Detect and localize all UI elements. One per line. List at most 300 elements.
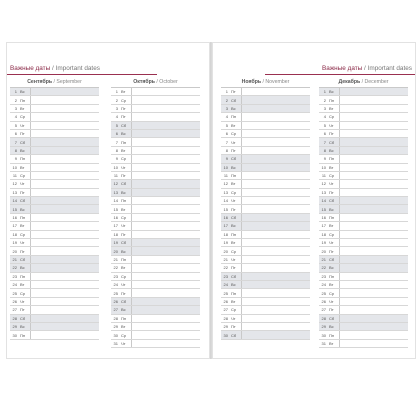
note-field[interactable] [31,331,99,338]
note-field[interactable] [242,88,310,95]
day-row[interactable] [319,264,408,272]
note-field[interactable] [340,189,408,196]
note-field[interactable] [132,105,200,112]
day-row[interactable] [221,172,310,180]
day-row[interactable] [319,155,408,163]
weekday-label: Вс [327,264,340,271]
day-row[interactable] [111,323,200,331]
weekday-label: Вс [229,222,242,229]
day-row[interactable] [10,205,99,213]
note-field[interactable] [31,214,99,221]
note-field[interactable] [242,96,310,103]
note-field[interactable] [132,222,200,229]
note-field[interactable] [31,105,99,112]
weekday-label: Чт [18,122,31,129]
day-row[interactable] [319,130,408,138]
day-row[interactable] [10,306,99,314]
day-number: 8 [323,147,326,153]
day-row[interactable] [319,289,408,297]
day-number: 22 [223,265,228,271]
note-field[interactable] [132,214,200,221]
weekday-label: Вс [327,323,340,330]
day-number: 2 [115,97,118,103]
note-field[interactable] [340,96,408,103]
day-row[interactable] [111,130,200,138]
day-row[interactable] [111,315,200,323]
note-field[interactable] [31,205,99,212]
day-row[interactable] [221,130,310,138]
day-number: 28 [12,315,17,321]
day-row[interactable] [319,315,408,323]
day-row[interactable] [221,239,310,247]
note-field[interactable] [340,197,408,204]
day-list [221,87,310,340]
note-field[interactable] [132,306,200,313]
weekday-label: Сб [229,273,242,280]
weekday-label: Пн [18,331,31,338]
page-title-main: Важные даты [322,65,363,72]
weekday-label: Вт [18,105,31,112]
note-field[interactable] [132,315,200,322]
day-row[interactable] [319,247,408,255]
day-row[interactable] [221,180,310,188]
day-row[interactable] [221,88,310,96]
day-number: 7 [225,139,228,145]
weekday-label: Ср [327,113,340,120]
day-row[interactable] [10,155,99,163]
day-row[interactable] [10,214,99,222]
note-field[interactable] [31,273,99,280]
note-field[interactable] [31,122,99,129]
note-field[interactable] [340,331,408,338]
day-row[interactable] [10,197,99,205]
day-row[interactable] [111,147,200,155]
note-field[interactable] [132,96,200,103]
day-row[interactable] [319,298,408,306]
day-row[interactable] [10,147,99,155]
note-field[interactable] [242,315,310,322]
note-field[interactable] [31,306,99,313]
note-field[interactable] [340,147,408,154]
day-row[interactable] [111,88,200,96]
day-row[interactable] [111,281,200,289]
note-field[interactable] [242,222,310,229]
day-row[interactable] [10,113,99,121]
day-row[interactable] [111,247,200,255]
day-row[interactable] [319,122,408,130]
note-field[interactable] [132,264,200,271]
day-row[interactable] [10,289,99,297]
note-field[interactable] [132,205,200,212]
day-row[interactable] [221,147,310,155]
day-row[interactable] [319,205,408,213]
day-row[interactable] [319,256,408,264]
day-row[interactable] [111,222,200,230]
note-field[interactable] [31,113,99,120]
day-row[interactable] [111,122,200,130]
weekday-label: Сб [327,138,340,145]
day-number: 30 [223,332,228,338]
day-row[interactable] [221,122,310,130]
day-row[interactable] [319,340,408,348]
note-field[interactable] [132,323,200,330]
note-field[interactable] [242,281,310,288]
note-field[interactable] [132,189,200,196]
day-row[interactable] [111,197,200,205]
day-row[interactable] [221,164,310,172]
day-row[interactable] [319,105,408,113]
note-field[interactable] [242,273,310,280]
note-field[interactable] [340,323,408,330]
day-row[interactable] [111,239,200,247]
day-row[interactable] [221,96,310,104]
day-row[interactable] [221,205,310,213]
note-field[interactable] [340,138,408,145]
note-field[interactable] [31,247,99,254]
day-row[interactable] [221,197,310,205]
note-field[interactable] [132,88,200,95]
note-field[interactable] [242,264,310,271]
day-row[interactable] [221,273,310,281]
note-field[interactable] [242,197,310,204]
note-field[interactable] [242,138,310,145]
day-row[interactable] [221,231,310,239]
day-number: 5 [14,122,17,128]
weekday-label: Пн [229,231,242,238]
day-number: 13 [12,189,17,195]
note-field[interactable] [31,180,99,187]
note-field[interactable] [31,256,99,263]
day-row[interactable] [10,130,99,138]
day-row[interactable] [10,88,99,96]
day-row[interactable] [111,164,200,172]
note-field[interactable] [31,239,99,246]
day-row[interactable] [10,298,99,306]
day-row[interactable] [319,113,408,121]
day-number: 23 [321,273,326,279]
day-number: 20 [12,248,17,254]
day-row[interactable] [111,205,200,213]
note-field[interactable] [31,189,99,196]
note-field[interactable] [340,273,408,280]
note-field[interactable] [31,138,99,145]
note-field[interactable] [340,164,408,171]
weekday-label: Пт [119,113,132,120]
day-row[interactable] [221,281,310,289]
day-row[interactable] [221,331,310,339]
day-row[interactable] [221,155,310,163]
note-field[interactable] [340,88,408,95]
note-field[interactable] [340,122,408,129]
note-field[interactable] [31,323,99,330]
day-row[interactable] [111,172,200,180]
note-field[interactable] [132,247,200,254]
day-row[interactable] [319,96,408,104]
note-field[interactable] [340,315,408,322]
note-field[interactable] [31,172,99,179]
day-row[interactable] [10,231,99,239]
day-row[interactable] [111,331,200,339]
day-row[interactable] [319,231,408,239]
day-row[interactable] [319,331,408,339]
note-field[interactable] [31,130,99,137]
day-number: 2 [14,97,17,103]
note-field[interactable] [242,130,310,137]
note-field[interactable] [31,298,99,305]
note-field[interactable] [242,231,310,238]
day-number: 26 [113,298,118,304]
note-field[interactable] [242,113,310,120]
day-row[interactable] [221,105,310,113]
month-name-en: / October [154,79,178,85]
note-field[interactable] [340,256,408,263]
day-row[interactable] [319,281,408,289]
day-row[interactable] [111,306,200,314]
note-field[interactable] [242,298,310,305]
day-row[interactable] [319,172,408,180]
note-field[interactable] [340,105,408,112]
note-field[interactable] [132,298,200,305]
day-row[interactable] [111,289,200,297]
day-row[interactable] [221,247,310,255]
note-field[interactable] [132,239,200,246]
day-number: 16 [12,215,17,221]
note-field[interactable] [132,256,200,263]
day-number: 20 [321,248,326,254]
weekday-label: Вт [119,264,132,271]
note-field[interactable] [242,256,310,263]
weekday-label: Чт [229,197,242,204]
day-row[interactable] [111,105,200,113]
note-field[interactable] [132,164,200,171]
note-field[interactable] [340,264,408,271]
note-field[interactable] [340,172,408,179]
weekday-label: Пт [18,189,31,196]
day-row[interactable] [10,172,99,180]
day-row[interactable] [10,239,99,247]
weekday-label: Вт [327,164,340,171]
day-row[interactable] [221,214,310,222]
note-field[interactable] [340,340,408,347]
day-row[interactable] [10,164,99,172]
day-row[interactable] [319,222,408,230]
day-row[interactable] [221,189,310,197]
day-row[interactable] [111,113,200,121]
weekday-label: Пт [229,147,242,154]
note-field[interactable] [340,289,408,296]
day-row[interactable] [111,231,200,239]
day-number: 3 [323,105,326,111]
day-row[interactable] [111,155,200,163]
note-field[interactable] [242,164,310,171]
day-number: 6 [14,131,17,137]
day-row[interactable] [319,323,408,331]
day-number: 7 [115,139,118,145]
note-field[interactable] [242,239,310,246]
day-row[interactable] [319,147,408,155]
day-row[interactable] [221,315,310,323]
note-field[interactable] [132,180,200,187]
note-field[interactable] [340,113,408,120]
note-field[interactable] [340,214,408,221]
note-field[interactable] [242,189,310,196]
note-field[interactable] [340,298,408,305]
day-row[interactable] [111,214,200,222]
day-row[interactable] [111,180,200,188]
day-row[interactable] [10,273,99,281]
day-row[interactable] [319,88,408,96]
day-row[interactable] [111,298,200,306]
day-row[interactable] [111,138,200,146]
day-row[interactable] [221,323,310,331]
note-field[interactable] [132,147,200,154]
note-field[interactable] [242,105,310,112]
note-field[interactable] [132,197,200,204]
note-field[interactable] [340,247,408,254]
note-field[interactable] [31,155,99,162]
day-row[interactable] [10,315,99,323]
note-field[interactable] [340,180,408,187]
day-row[interactable] [10,256,99,264]
note-field[interactable] [31,88,99,95]
weekday-label: Пн [119,256,132,263]
note-field[interactable] [31,164,99,171]
weekday-label: Вс [327,147,340,154]
day-row[interactable] [111,189,200,197]
weekday-label: Ср [327,289,340,296]
day-row[interactable] [319,214,408,222]
day-number: 12 [113,181,118,187]
day-row[interactable] [10,189,99,197]
note-field[interactable] [340,222,408,229]
note-field[interactable] [340,306,408,313]
note-field[interactable] [31,289,99,296]
note-field[interactable] [31,222,99,229]
day-row[interactable] [319,239,408,247]
day-row[interactable] [111,264,200,272]
day-row[interactable] [10,247,99,255]
note-field[interactable] [31,315,99,322]
day-row[interactable] [111,340,200,348]
day-row[interactable] [221,222,310,230]
day-row[interactable] [319,164,408,172]
note-field[interactable] [242,122,310,129]
weekday-label: Вс [18,323,31,330]
day-row[interactable] [319,273,408,281]
day-row[interactable] [10,323,99,331]
day-number: 18 [223,231,228,237]
note-field[interactable] [132,113,200,120]
day-row[interactable] [221,138,310,146]
day-list [319,87,408,348]
weekday-label: Чт [119,222,132,229]
note-field[interactable] [340,130,408,137]
note-field[interactable] [242,247,310,254]
day-row[interactable] [10,96,99,104]
note-field[interactable] [242,205,310,212]
day-number: 1 [323,89,326,95]
note-field[interactable] [132,340,200,347]
note-field[interactable] [340,231,408,238]
day-row[interactable] [221,298,310,306]
month-header [111,77,200,87]
day-number: 25 [223,290,228,296]
day-row[interactable] [319,306,408,314]
note-field[interactable] [242,180,310,187]
note-field[interactable] [340,155,408,162]
note-field[interactable] [31,231,99,238]
day-number: 31 [321,340,326,346]
day-row[interactable] [319,197,408,205]
note-field[interactable] [242,331,310,338]
note-field[interactable] [340,281,408,288]
day-row[interactable] [10,222,99,230]
note-field[interactable] [132,281,200,288]
note-field[interactable] [132,289,200,296]
note-field[interactable] [132,273,200,280]
day-row[interactable] [111,96,200,104]
note-field[interactable] [242,289,310,296]
weekday-label: Пт [229,323,242,330]
day-row[interactable] [10,122,99,130]
note-field[interactable] [132,231,200,238]
note-field[interactable] [132,130,200,137]
day-row[interactable] [10,138,99,146]
weekday-label: Чт [327,239,340,246]
note-field[interactable] [31,197,99,204]
note-field[interactable] [132,122,200,129]
day-row[interactable] [319,138,408,146]
day-row[interactable] [221,113,310,121]
day-number: 24 [223,282,228,288]
day-number: 10 [113,164,118,170]
note-field[interactable] [242,214,310,221]
day-row[interactable] [221,256,310,264]
day-row[interactable] [221,289,310,297]
note-field[interactable] [242,323,310,330]
day-row[interactable] [10,105,99,113]
note-field[interactable] [132,172,200,179]
note-field[interactable] [132,331,200,338]
note-field[interactable] [242,172,310,179]
weekday-label: Ср [18,289,31,296]
note-field[interactable] [340,239,408,246]
note-field[interactable] [31,281,99,288]
day-row[interactable] [10,281,99,289]
note-field[interactable] [340,205,408,212]
day-row[interactable] [10,264,99,272]
note-field[interactable] [242,155,310,162]
note-field[interactable] [31,147,99,154]
day-number: 5 [115,122,118,128]
note-field[interactable] [31,264,99,271]
note-field[interactable] [31,96,99,103]
day-row[interactable] [221,264,310,272]
day-row[interactable] [10,180,99,188]
day-row[interactable] [319,180,408,188]
note-field[interactable] [242,306,310,313]
note-field[interactable] [132,155,200,162]
weekday-label: Пт [119,105,132,112]
day-row[interactable] [10,331,99,339]
day-row[interactable] [111,273,200,281]
day-number: 19 [113,240,118,246]
day-row[interactable] [319,189,408,197]
note-field[interactable] [132,138,200,145]
day-row[interactable] [221,306,310,314]
note-field[interactable] [242,147,310,154]
day-row[interactable] [111,256,200,264]
